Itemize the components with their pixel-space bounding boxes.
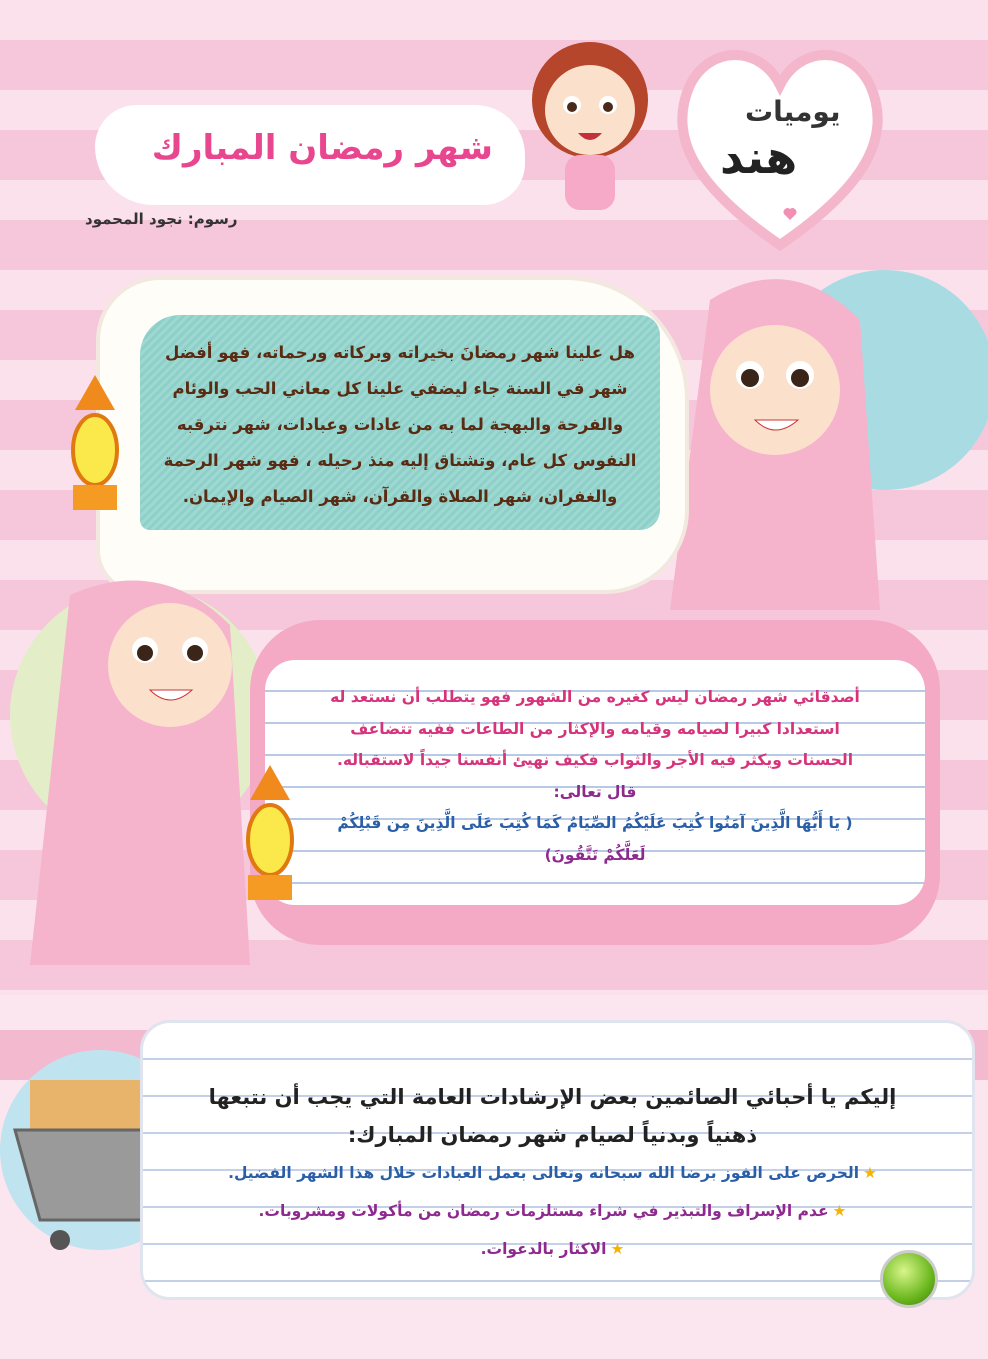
preparation-text-box — [265, 660, 925, 905]
star-icon: ★ — [610, 1240, 625, 1258]
tip-item — [163, 1230, 942, 1268]
prep-line: أصدقائي شهر رمضان ليس كغيره من الشهور فهو يتطلب أن نستعد له — [330, 688, 860, 706]
lantern-icon — [230, 760, 310, 910]
verse-line: لَعَلَّكُمْ تَتَّقُونَ) — [544, 845, 646, 864]
tips-scroll — [140, 1020, 975, 1300]
logo-text-hind: هند — [720, 130, 798, 184]
intro-line: شهر في السنة جاء ليضفي علينا كل معاني الحب والوئام — [172, 379, 628, 398]
intro-line: النفوس كل عام، وتشتاق إليه منذ رحيله ، فهو شهر الرحمة — [163, 451, 637, 470]
quote-intro: قال تعالى: — [553, 782, 637, 801]
intro-line: والفرحة والبهجة لما به من عادات وعبادات، شهر نترقبه — [176, 415, 624, 434]
tip-text: الاكثار بالدعوات. — [480, 1240, 607, 1258]
prep-line: الحسنات ويكثر فيه الأجر والثواب فكيف نهيئ أنفسنا جيداً لاستقباله. — [336, 751, 854, 770]
intro-line: والغفران، شهر الصلاة والقرآن، شهر الصيام والإيمان. — [182, 487, 618, 506]
girl-illustration-top — [510, 15, 670, 215]
tip-item — [163, 1192, 942, 1230]
lantern-icon — [55, 370, 135, 520]
tip-item — [163, 1154, 942, 1192]
tips-heading: ذهنياً وبدنياً لصيام شهر رمضان المبارك: — [347, 1123, 758, 1147]
page-title: شهر رمضان المبارك — [151, 128, 493, 168]
green-ball-icon — [880, 1250, 938, 1308]
girl-hijab-right — [650, 260, 988, 620]
intro-line: هل علينا شهر رمضانَ بخيراته وبركاته ورحماته، فهو أفضل — [165, 343, 635, 362]
prep-line: استعدادا كبيرا لصيامه وقيامه والإكثار من الطاعات ففيه تتضاعف — [350, 719, 840, 738]
star-icon: ★ — [863, 1164, 877, 1182]
tip-text: الحرص على الفوز برضا الله سبحانه وتعالى بعمل العبادات خلال هذا الشهر الفضيل. — [228, 1164, 860, 1182]
illustrator-credit: رسوم: نجود المحمود — [85, 210, 238, 228]
logo-text-diaries: يوميات — [745, 95, 841, 128]
tip-text: عدم الإسراف والتبذير في شراء مستلزمات رمضان من مأكولات ومشروبات. — [258, 1202, 829, 1220]
tips-heading: إليكم يا أحبائي الصائمين بعض الإرشادات العامة التي يجب أن نتبعها — [208, 1085, 897, 1109]
intro-text-box — [140, 315, 660, 530]
star-icon: ★ — [832, 1202, 847, 1220]
verse-line: ( يَا أَيُّهَا الَّذِينَ آمَنُوا كُتِبَ عَلَيْكُمُ الصِّيَامُ كَمَا كُتِبَ عَلَى الَّذِينَ مِن قَبْلِكُمْ — [337, 814, 853, 833]
